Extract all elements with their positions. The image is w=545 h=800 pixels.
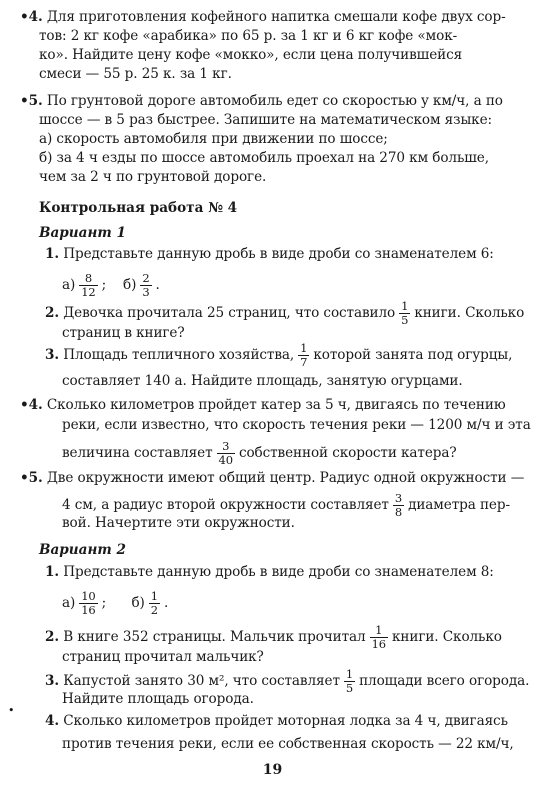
v1-task-2-line-2: страниц в книге? [62,325,185,341]
fraction-1-7: $\frac{1}{7}$ [300,341,308,369]
fraction-8-12: $\frac{8}{12}$ [81,271,96,299]
fraction-3-40: $\frac{3}{40}$ [218,439,233,467]
v2-task-3-line-2: Найдите площадь огорода. [62,691,254,707]
page-number: 19 [262,762,283,778]
v1-task-5-line-2: 4 см, а радиус второй окружности составляет $\frac{3}{8}$ диаметра пер- [62,491,510,519]
v2-task-4: 4. Сколько километров пройдет моторная лодка за 4 ч, двигаясь [45,713,508,729]
v1-task-3: 3. Площадь тепличного хозяйства, $\frac{1}{7}$ которой занята под огурцы, [45,341,513,369]
fraction-2-3: $\frac{2}{3}$ [142,271,150,299]
variant-1-title: Вариант 1 [39,225,126,241]
problem-5-line-4: б) за 4 ч езды по шоссе автомобиль проехал на 270 км больше, [39,150,489,166]
section-title: Контрольная работа № 4 [39,200,238,216]
v1-task-5-line-3: вой. Начертите эти окружности. [62,515,295,531]
v2-task-2: 2. В книге 352 страницы. Мальчик прочитал $\frac{1}{16}$ книги. Сколько [45,623,502,651]
problem-5-line-1: •5. По грунтовой дороге автомобиль едет со скоростью y км/ч, а по [20,93,503,109]
v1-task-3-line-2: составляет 140 а. Найдите площадь, занятую огурцами. [62,373,463,389]
fraction-10-16: $\frac{10}{16}$ [81,589,96,617]
problem-4-line-2: тов: 2 кг кофе «арабика» по 65 р. за 1 кг и 6 кг кофе «мок- [39,28,458,44]
fraction-1-5: $\frac{1}{5}$ [401,299,409,327]
problem-4-line-1: •4. Для приготовления кофейного напитка смешали кофе двух сор- [20,9,506,25]
fraction-3-8: $\frac{3}{8}$ [394,491,403,519]
problem-4-line-4: смеси — 55 р. 25 к. за 1 кг. [39,66,232,82]
problem-5-line-3: а) скорость автомобиля при движении по шоссе; [39,131,388,147]
v1-task-4: •4. Сколько километров пройдет катер за 5 ч, двигаясь по течению [20,397,506,413]
v2-task-4-line-2: против течения реки, если ее собственная скорость — 22 км/ч, [62,736,514,752]
fraction-1-5-b: $\frac{1}{5}$ [345,667,354,695]
problem-5-line-5: чем за 2 ч по грунтовой дороге. [39,169,267,185]
fraction-1-2: $\frac{1}{2}$ [150,589,158,617]
v1-task-5: •5. Две окружности имеют общий центр. Радиус одной окружности — [20,470,525,486]
problem-4-line-3: ко». Найдите цену кофе «мокко», если цена получившейся [39,47,463,63]
problem-5-line-2: шоссе — в 5 раз быстрее. Запишите на математическом языке: [39,112,493,128]
v1-task-2: 2. Девочка прочитала 25 страниц, что составило $\frac{1}{5}$ книги. Сколько [45,299,525,327]
v1-task-1: 1. Представьте данную дробь в виде дроби со знаменателем 6: [45,246,494,262]
v2-task-3: 3. Капустой занято 30 м², что составляет $\frac{1}{5}$ площади всего огорода. [45,667,530,695]
fraction-1-16: $\frac{1}{16}$ [371,623,386,651]
v1-task-4-line-2: реки, если известно, что скорость течения реки — 1200 м/ч и эта [62,417,531,433]
v2-task-1: 1. Представьте данную дробь в виде дроби со знаменателем 8: [45,564,494,580]
margin-marker: • [8,704,15,717]
v2-task-1-fractions: а) $\frac{10}{16}$ ; б) $\frac{1}{2}$ . [62,589,169,617]
variant-2-title: Вариант 2 [39,542,126,558]
v2-task-2-line-2: страниц прочитал мальчик? [62,649,264,665]
v1-task-4-line-3: величина составляет $\frac{3}{40}$ собственной скорости катера? [62,439,457,467]
v1-task-1-fractions: а) $\frac{8}{12}$ ; б) $\frac{2}{3}$ . [62,271,160,299]
